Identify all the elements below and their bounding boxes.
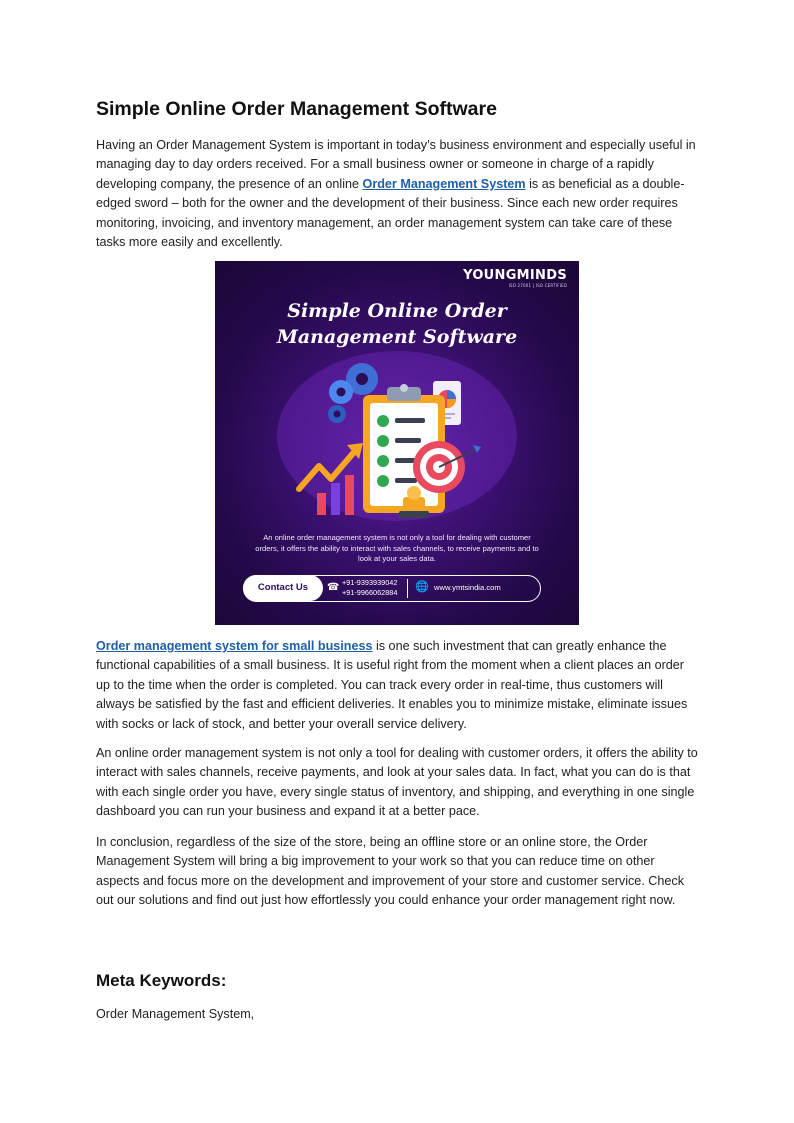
intro-text-before: Having an Order Management System is important in today’s business environment and especially useful in managing day to day orders received. For a small business owner or someone in charge of a rapidly developing company, the presence of an online xyxy=(96,138,696,191)
intro-text-after: is as beneficial as a double-edged sword – both for the owner and the development of their business. Since each new order requires monitoring, invoicing, and inventory management, an order management system can take care of these tasks more easily and excellently. xyxy=(96,176,685,250)
meta-keywords-text: Order Management System, xyxy=(96,1007,255,1021)
order-management-system-link[interactable]: Order Management System xyxy=(362,176,526,191)
banner-title-line2: Management Software xyxy=(276,326,518,348)
phone-number-2: +91-9966062884 xyxy=(342,588,398,597)
page-title: Simple Online Order Management Software xyxy=(96,98,497,120)
logo-tagline: ISO 27001 | ISO CERTIFIED xyxy=(508,283,567,288)
phone-icon: ☎ xyxy=(327,582,340,593)
small-business-text: is one such investment that can greatly enhance the functional capabilities of a small business. It is useful right from the moment when a client places an order up to the time when the order is completed. You can track every order in real-time, thus customers will always be satisfied by the fast and efficient deliveries. It enables you to minimize mistake, eliminate issues with socks or lack of stock, and better your overall service delivery. xyxy=(96,639,688,731)
order-management-illustration xyxy=(215,261,579,625)
small-business-link[interactable]: Order management system for small business xyxy=(96,639,373,653)
online-oms-paragraph: An online order management system is not only a tool for dealing with customer orders, it offers the ability to interact with sales channels, receive payments, and look at your sales data. In fact, what you can do is that with each single order you have, every single status of inventory, and shipping, and everything in one single dashboard you can run your business and expand it at a better pace. xyxy=(96,746,698,819)
promo-banner-image xyxy=(215,261,579,625)
meta-keywords-heading: Meta Keywords: xyxy=(96,971,227,990)
banner-description: An online order management system is not only a tool for dealing with customer orders, it offers the ability to interact with sales channels, to receive payments and to look at your sales data. xyxy=(255,533,539,563)
small-business-paragraph xyxy=(96,637,698,734)
phone-number-1: +91-9393939042 xyxy=(342,578,398,587)
intro-paragraph xyxy=(96,136,698,252)
conclusion-paragraph: In conclusion, regardless of the size of the store, being an offline store or an online store, the Order Management System will bring a big improvement to your work so that you can reduce time on other aspects and focus more on the development and improvement of your store and customer service. Check out our solutions and find out just how effortlessly you could enhance your order management right now. xyxy=(96,835,685,908)
banner-title-line1: Simple Online Order xyxy=(287,300,507,322)
contact-us-button[interactable]: Contact Us xyxy=(243,575,323,601)
globe-icon: 🌐 xyxy=(415,581,429,593)
website-url: www.ymtsindia.com xyxy=(434,583,501,592)
contact-divider xyxy=(407,579,408,598)
phone-numbers xyxy=(342,578,397,598)
contact-bar xyxy=(243,575,541,602)
logo-name: YOUNGMINDS xyxy=(463,268,567,283)
